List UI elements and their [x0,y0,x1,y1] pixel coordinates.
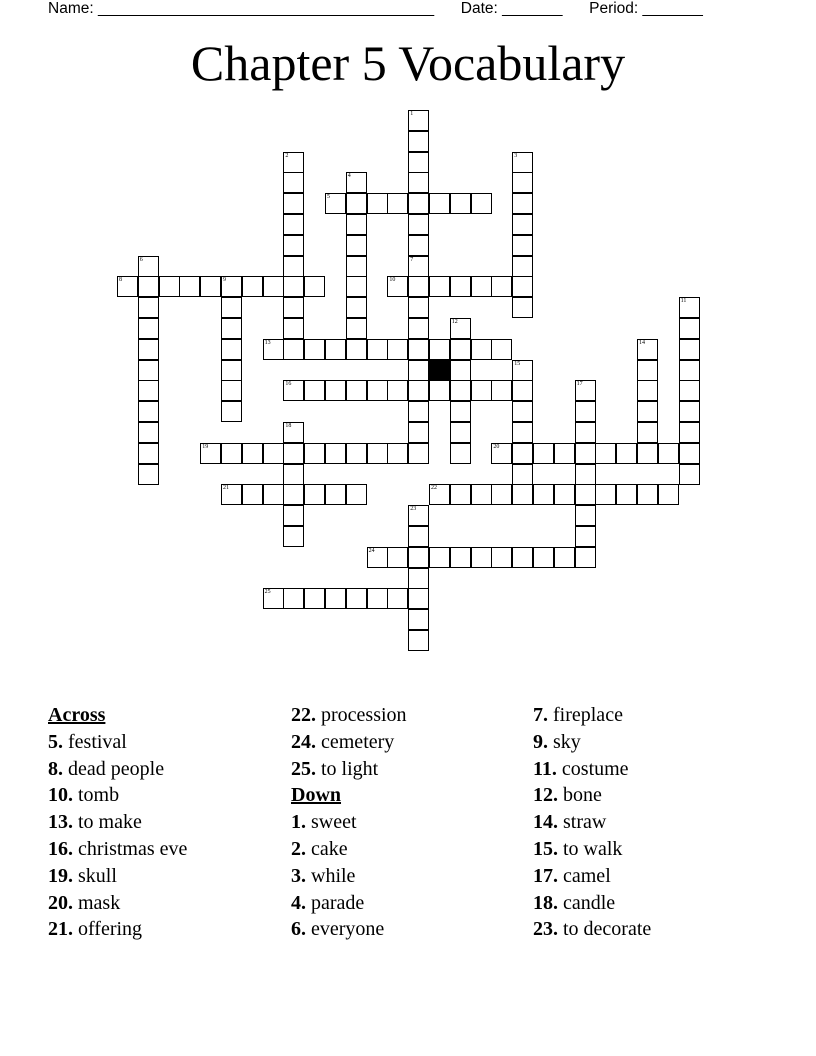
cell-number: 11 [680,298,687,305]
grid-cell[interactable] [554,484,575,505]
grid-cell[interactable] [637,484,658,505]
grid-cell[interactable] [429,380,450,401]
grid-cell[interactable] [575,443,596,464]
cell-number: 7 [410,256,414,263]
grid-cell[interactable] [387,339,408,360]
date-field-label[interactable]: Date: _______ [460,0,563,17]
clue-item: 6. everyone [291,918,385,941]
grid-cell[interactable] [367,588,388,609]
grid-cell[interactable] [512,214,533,235]
grid-cell[interactable] [283,318,304,339]
grid-cell[interactable] [491,484,512,505]
grid-cell[interactable] [471,339,492,360]
grid-cell[interactable] [346,339,367,360]
grid-cell[interactable] [450,339,471,360]
grid-cell[interactable] [512,152,533,173]
grid-cell[interactable] [367,547,388,568]
grid-cell[interactable] [346,193,367,214]
grid-cell[interactable] [658,443,679,464]
grid-cell[interactable] [429,339,450,360]
grid-cell[interactable] [575,422,596,443]
clue-item: 19. skull [48,864,117,887]
grid-cell[interactable] [679,401,700,422]
grid-cell[interactable] [346,484,367,505]
grid-cell[interactable] [283,214,304,235]
grid-cell[interactable] [408,235,429,256]
period-field-label[interactable]: Period: _______ [589,0,703,17]
grid-cell[interactable] [346,297,367,318]
grid-cell[interactable] [221,297,242,318]
grid-cell[interactable] [471,193,492,214]
clue-item: 2. cake [291,837,348,860]
clue-item: 15. to walk [533,837,623,860]
grid-cell[interactable] [263,276,284,297]
grid-cell[interactable] [408,505,429,526]
clue-item: 23. to decorate [533,918,652,941]
clue-item: 4. parade [291,891,365,914]
grid-cell[interactable] [408,276,429,297]
grid-cell[interactable] [450,422,471,443]
grid-cell[interactable] [138,339,159,360]
grid-cell[interactable] [221,339,242,360]
grid-block [429,360,450,381]
grid-cell[interactable] [679,422,700,443]
grid-cell[interactable] [512,401,533,422]
grid-cell[interactable] [283,256,304,277]
grid-cell[interactable] [679,339,700,360]
grid-cell[interactable] [471,484,492,505]
grid-cell[interactable] [325,339,346,360]
grid-cell[interactable] [283,193,304,214]
grid-cell[interactable] [159,276,180,297]
grid-cell[interactable] [679,380,700,401]
grid-cell[interactable] [325,443,346,464]
grid-cell[interactable] [179,276,200,297]
grid-cell[interactable] [408,422,429,443]
grid-cell[interactable] [408,380,429,401]
cell-number: 21 [223,485,229,492]
grid-cell[interactable] [283,443,304,464]
grid-cell[interactable] [512,422,533,443]
grid-cell[interactable] [408,297,429,318]
grid-cell[interactable] [408,588,429,609]
grid-cell[interactable] [200,276,221,297]
grid-cell[interactable] [283,588,304,609]
grid-cell[interactable] [637,360,658,381]
grid-cell[interactable] [346,443,367,464]
grid-cell[interactable] [346,380,367,401]
grid-cell[interactable] [138,380,159,401]
grid-cell[interactable] [450,318,471,339]
clue-item: 5. festival [48,730,127,753]
grid-cell[interactable] [346,172,367,193]
cell-number: 20 [493,443,500,450]
grid-cell[interactable] [408,152,429,173]
grid-cell[interactable] [387,276,408,297]
across-heading: Across [48,704,106,726]
grid-cell[interactable] [637,443,658,464]
clue-column-3 [533,702,773,943]
grid-cell[interactable] [242,443,263,464]
grid-cell[interactable] [533,547,554,568]
grid-cell[interactable] [595,443,616,464]
cell-number: 19 [202,443,209,450]
clue-item: 11. costume [533,757,629,780]
grid-cell[interactable] [575,401,596,422]
grid-cell[interactable] [679,297,700,318]
grid-cell[interactable] [512,360,533,381]
grid-cell[interactable] [491,276,512,297]
grid-cell[interactable] [512,443,533,464]
cell-number: 18 [285,423,292,429]
grid-cell[interactable] [408,193,429,214]
grid-cell[interactable] [221,360,242,381]
cell-number: 12 [451,319,458,325]
cell-number: 2 [285,152,289,159]
cell-number: 8 [119,277,122,284]
grid-cell[interactable] [679,360,700,381]
grid-cell[interactable] [429,484,450,505]
grid-cell[interactable] [387,547,408,568]
grid-cell[interactable] [304,339,325,360]
clue-item: 18. candle [533,891,616,914]
grid-cell[interactable] [263,339,284,360]
cell-number: 24 [368,547,375,554]
clue-item: 21. offering [48,918,143,941]
grid-cell[interactable] [304,588,325,609]
grid-cell[interactable] [512,193,533,214]
cell-number: 16 [285,381,292,388]
grid-cell[interactable] [283,235,304,256]
grid-cell[interactable] [637,339,658,360]
grid-cell[interactable] [283,464,304,485]
page-title: Chapter 5 Vocabulary [190,35,626,91]
grid-cell[interactable] [408,318,429,339]
clue-item: 3. while [291,864,356,887]
grid-cell[interactable] [491,380,512,401]
grid-cell[interactable] [408,630,429,651]
grid-cell[interactable] [450,401,471,422]
grid-cell[interactable] [221,484,242,505]
grid-cell[interactable] [679,464,700,485]
clue-item: 16. christmas eve [48,837,188,860]
cell-number: 9 [223,277,226,284]
grid-cell[interactable] [387,588,408,609]
cell-number: 15 [514,360,521,367]
grid-cell[interactable] [367,193,388,214]
grid-cell[interactable] [554,547,575,568]
grid-cell[interactable] [429,547,450,568]
grid-cell[interactable] [512,172,533,193]
grid-cell[interactable] [367,380,388,401]
clue-item: 7. fireplace [533,704,623,726]
grid-cell[interactable] [554,443,575,464]
grid-cell[interactable] [346,588,367,609]
cell-number: 6 [139,256,143,263]
clue-item: 25. to light [291,757,379,780]
grid-cell[interactable] [283,276,304,297]
grid-cell[interactable] [512,297,533,318]
clue-item: 10. tomb [48,784,120,807]
grid-cell[interactable] [512,380,533,401]
grid-cell[interactable] [138,360,159,381]
grid-cell[interactable] [304,380,325,401]
grid-cell[interactable] [450,276,471,297]
grid-cell[interactable] [575,547,596,568]
grid-cell[interactable] [346,276,367,297]
grid-cell[interactable] [138,401,159,422]
grid-cell[interactable] [283,505,304,526]
grid-cell[interactable] [221,401,242,422]
grid-cell[interactable] [138,256,159,277]
clue-item: 22. procession [291,704,407,726]
grid-cell[interactable] [637,401,658,422]
grid-cell[interactable] [471,276,492,297]
grid-cell[interactable] [512,464,533,485]
grid-cell[interactable] [221,276,242,297]
grid-cell[interactable] [408,526,429,547]
grid-cell[interactable] [512,276,533,297]
grid-cell[interactable] [325,588,346,609]
grid-cell[interactable] [512,484,533,505]
cell-number: 23 [410,506,417,513]
cell-number: 10 [389,277,396,284]
grid-cell[interactable] [346,235,367,256]
grid-cell[interactable] [450,193,471,214]
grid-cell[interactable] [616,443,637,464]
grid-cell[interactable] [637,380,658,401]
grid-cell[interactable] [304,484,325,505]
grid-cell[interactable] [450,547,471,568]
grid-cell[interactable] [387,193,408,214]
grid-cell[interactable] [117,276,138,297]
grid-cell[interactable] [471,380,492,401]
grid-cell[interactable] [283,152,304,173]
grid-cell[interactable] [408,443,429,464]
grid-cell[interactable] [575,505,596,526]
grid-cell[interactable] [138,443,159,464]
grid-cell[interactable] [346,318,367,339]
grid-cell[interactable] [221,380,242,401]
clue-column-1 [48,702,288,943]
grid-cell[interactable] [450,484,471,505]
grid-cell[interactable] [408,547,429,568]
grid-cell[interactable] [283,422,304,443]
grid-cell[interactable] [221,318,242,339]
grid-cell[interactable] [408,360,429,381]
clue-item: 20. mask [48,891,121,914]
grid-cell[interactable] [512,547,533,568]
grid-cell[interactable] [658,484,679,505]
grid-cell[interactable] [138,464,159,485]
grid-cell[interactable] [304,443,325,464]
grid-cell[interactable] [200,443,221,464]
grid-cell[interactable] [408,131,429,152]
grid-cell[interactable] [575,526,596,547]
cell-number: 13 [264,339,271,346]
cell-number: 3 [514,152,518,159]
grid-cell[interactable] [595,484,616,505]
grid-cell[interactable] [325,380,346,401]
grid-cell[interactable] [242,484,263,505]
grid-cell[interactable] [408,172,429,193]
grid-cell[interactable] [221,443,242,464]
grid-cell[interactable] [283,526,304,547]
clue-column-2 [291,702,531,943]
grid-cell[interactable] [138,276,159,297]
grid-cell[interactable] [263,484,284,505]
grid-cell[interactable] [450,443,471,464]
grid-cell[interactable] [283,484,304,505]
grid-cell[interactable] [450,360,471,381]
grid-cell[interactable] [346,214,367,235]
grid-cell[interactable] [491,339,512,360]
grid-cell[interactable] [387,380,408,401]
grid-cell[interactable] [679,318,700,339]
grid-cell[interactable] [138,297,159,318]
grid-cell[interactable] [283,380,304,401]
clue-item: 12. bone [533,784,602,807]
grid-cell[interactable] [408,401,429,422]
cell-number: 14 [639,339,645,346]
grid-cell[interactable] [575,464,596,485]
cell-number: 4 [347,173,351,180]
grid-cell[interactable] [512,235,533,256]
cell-number: 25 [264,589,271,596]
clue-item: 13. to make [48,811,142,834]
grid-cell[interactable] [263,588,284,609]
grid-cell[interactable] [387,443,408,464]
grid-cell[interactable] [367,443,388,464]
grid-cell[interactable] [450,380,471,401]
grid-cell[interactable] [283,297,304,318]
cell-number: 17 [576,381,583,388]
grid-cell[interactable] [637,422,658,443]
grid-cell[interactable] [408,339,429,360]
grid-cell[interactable] [429,276,450,297]
grid-cell[interactable] [283,339,304,360]
grid-cell[interactable] [408,256,429,277]
grid-cell[interactable] [408,609,429,630]
grid-cell[interactable] [533,484,554,505]
grid-cell[interactable] [616,484,637,505]
grid-cell[interactable] [408,568,429,589]
grid-cell[interactable] [367,339,388,360]
grid-cell[interactable] [471,547,492,568]
grid-cell[interactable] [408,110,429,131]
name-field-label[interactable]: Name: _______________________________________ [48,0,435,17]
grid-cell[interactable] [491,547,512,568]
clue-item: 14. straw [533,811,607,834]
grid-cell[interactable] [325,193,346,214]
clue-item: 1. sweet [291,811,357,834]
cell-number: 5 [327,194,330,201]
grid-cell[interactable] [138,422,159,443]
grid-cell[interactable] [679,443,700,464]
clue-item: 8. dead people [48,757,165,780]
grid-cell[interactable] [575,380,596,401]
grid-cell[interactable] [346,256,367,277]
cell-number: 22 [431,485,437,492]
grid-cell[interactable] [429,193,450,214]
grid-cell[interactable] [491,443,512,464]
grid-cell[interactable] [575,484,596,505]
grid-cell[interactable] [325,484,346,505]
clue-item: 17. camel [533,864,611,887]
grid-cell[interactable] [408,214,429,235]
grid-cell[interactable] [242,276,263,297]
clue-item: 9. sky [533,730,581,753]
cell-number: 1 [410,111,414,117]
grid-cell[interactable] [138,318,159,339]
grid-cell[interactable] [304,276,325,297]
grid-cell[interactable] [263,443,284,464]
clue-item: 24. cemetery [291,730,395,753]
grid-cell[interactable] [283,172,304,193]
grid-cell[interactable] [533,443,554,464]
down-heading: Down [291,784,342,807]
grid-cell[interactable] [512,256,533,277]
